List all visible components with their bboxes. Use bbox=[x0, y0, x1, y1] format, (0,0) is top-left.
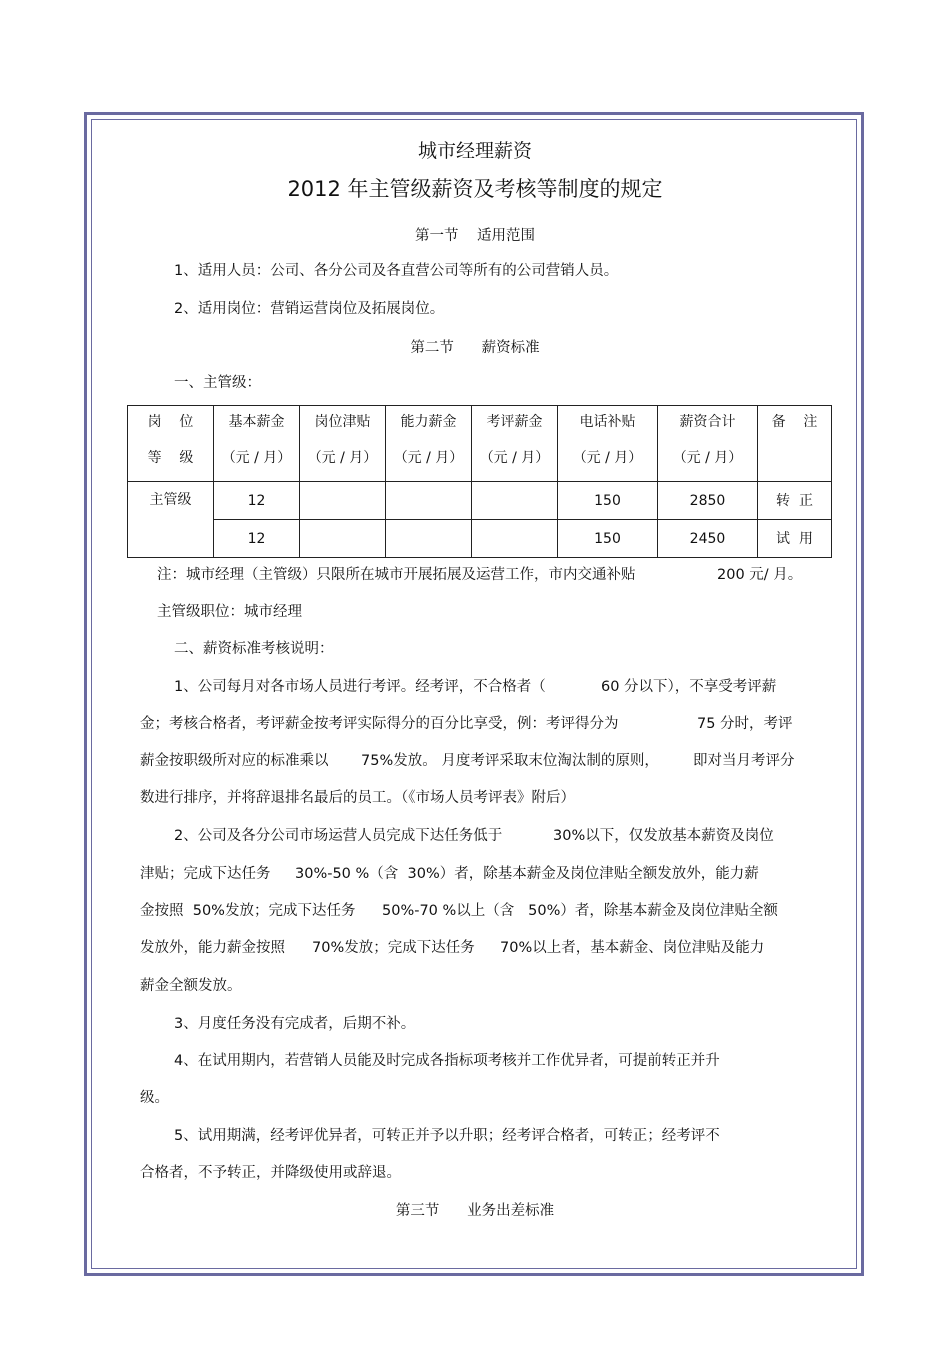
table-cell: 150 bbox=[558, 482, 658, 520]
assessment-line: 70%以上者，基本薪金、岗位津贴及能力 bbox=[500, 940, 765, 956]
header-cell: 薪资合计 （元 / 月） bbox=[658, 406, 758, 482]
salary-table bbox=[127, 405, 832, 558]
table-cell bbox=[300, 520, 386, 558]
assessment-line: 30%-50 %（含 30%）者，除基本薪金及岗位津贴全额发放外，能力薪 bbox=[295, 866, 759, 882]
header-cell: 基本薪金 （元 / 月） bbox=[214, 406, 300, 482]
table-cell: 150 bbox=[558, 520, 658, 558]
table-note-amount: 200 元/ 月。 bbox=[717, 567, 803, 583]
document-subtitle: 2012 年主管级薪资及考核等制度的规定 bbox=[287, 177, 663, 201]
header-cell: 岗 位 等 级 bbox=[128, 406, 214, 482]
assessment-line: 津贴；完成下达任务 bbox=[140, 866, 271, 882]
assessment-line: 即对当月考评分 bbox=[693, 753, 795, 769]
section2-heading: 第二节 薪资标准 bbox=[410, 340, 540, 356]
table-cell bbox=[300, 482, 386, 520]
section1-heading: 第一节 适用范围 bbox=[415, 228, 535, 244]
section2-sub2: 二、薪资标准考核说明： bbox=[174, 641, 334, 657]
assessment-line: 数进行排序，并将辞退排名最后的员工。（《市场人员考评表》附后） bbox=[140, 790, 575, 806]
assessment-line: 2、公司及各分公司市场运营人员完成下达任务低于 bbox=[174, 828, 503, 844]
assessment-line: 70%发放；完成下达任务 bbox=[312, 940, 475, 956]
document-title: 城市经理薪资 bbox=[417, 140, 532, 162]
table-cell: 12 bbox=[214, 482, 300, 520]
header-cell: 能力薪金 （元 / 月） bbox=[386, 406, 472, 482]
assessment-line: 30%以下，仅发放基本薪资及岗位 bbox=[553, 828, 774, 844]
header-cell: 电话补贴 （元 / 月） bbox=[558, 406, 658, 482]
table-cell bbox=[386, 520, 472, 558]
section3-heading: 第三节 业务出差标准 bbox=[395, 1203, 555, 1219]
assessment-line: 3、月度任务没有完成者，后期不补。 bbox=[174, 1016, 416, 1032]
assessment-line: 薪金全额发放。 bbox=[140, 978, 242, 994]
table-cell bbox=[472, 520, 558, 558]
assessment-line: 级。 bbox=[140, 1090, 169, 1106]
assessment-line: 50%-70 %以上（含 50%）者，除基本薪金及岗位津贴全额 bbox=[382, 903, 778, 919]
assessment-line: 发放外，能力薪金按照 bbox=[140, 940, 285, 956]
assessment-line: 5、试用期满，经考评优异者，可转正并予以升职；经考评合格者，可转正；经考评不 bbox=[174, 1128, 720, 1144]
section1-item-1: 1、适用人员：公司、各分公司及各直营公司等所有的公司营销人员。 bbox=[174, 263, 619, 279]
table-cell: 2850 bbox=[658, 482, 758, 520]
assessment-line: 金；考核合格者，考评薪金按考评实际得分的百分比享受，例：考评得分为 bbox=[140, 716, 619, 732]
assessment-line: 薪金按职级所对应的标准乘以 bbox=[140, 753, 329, 769]
assessment-line: 75%发放。 月度考评采取末位淘汰制的原则， bbox=[361, 753, 659, 769]
assessment-line: 金按照 50%发放；完成下达任务 bbox=[140, 903, 356, 919]
header-cell: 考评薪金 （元 / 月） bbox=[472, 406, 558, 482]
header-cell: 岗位津贴 （元 / 月） bbox=[300, 406, 386, 482]
table-note: 注：城市经理（主管级）只限所在城市开展拓展及运营工作，市内交通补贴 bbox=[157, 567, 636, 583]
position-line: 主管级职位：城市经理 bbox=[157, 604, 302, 620]
table-cell bbox=[386, 482, 472, 520]
table-row bbox=[128, 520, 832, 558]
section1-item-2: 2、适用岗位：营销运营岗位及拓展岗位。 bbox=[174, 301, 445, 317]
table-header-row bbox=[128, 406, 832, 482]
section2-sub1: 一、主管级： bbox=[174, 375, 261, 391]
table-cell: 试 用 bbox=[758, 520, 832, 558]
table-cell: 12 bbox=[214, 520, 300, 558]
assessment-line: 1、公司每月对各市场人员进行考评。经考评，不合格者（ bbox=[174, 679, 546, 695]
assessment-line: 合格者，不予转正，并降级使用或辞退。 bbox=[140, 1165, 401, 1181]
table-row bbox=[128, 482, 832, 520]
assessment-line: 60 分以下），不享受考评薪 bbox=[601, 679, 777, 695]
assessment-line: 4、在试用期内，若营销人员能及时完成各指标项考核并工作优异者，可提前转正并升 bbox=[174, 1053, 720, 1069]
header-cell: 备 注 bbox=[758, 406, 832, 482]
level-cell: 主管级 bbox=[128, 482, 214, 558]
table-cell: 转 正 bbox=[758, 482, 832, 520]
table-cell: 2450 bbox=[658, 520, 758, 558]
table-cell bbox=[472, 482, 558, 520]
assessment-line: 75 分时，考评 bbox=[697, 716, 793, 732]
